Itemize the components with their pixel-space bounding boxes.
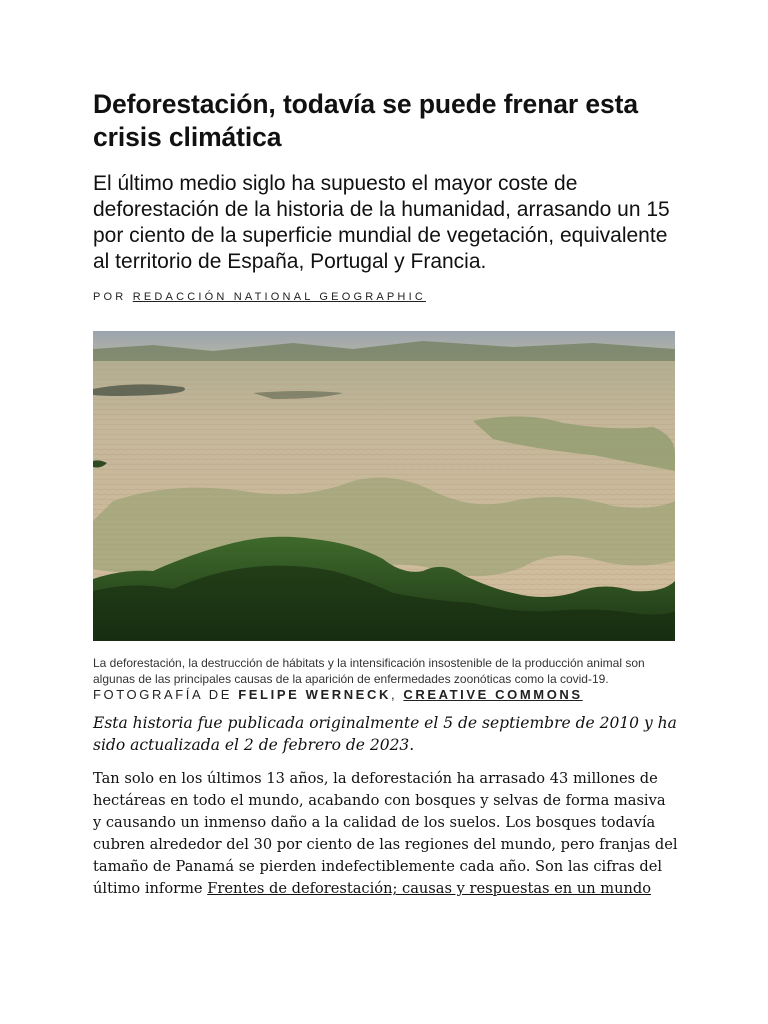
credit-separator: , <box>390 687 398 702</box>
article-headline: Deforestación, todavía se puede frenar esta crisis climática <box>93 89 639 152</box>
photo-credit <box>93 687 678 702</box>
deforestation-aerial-photo <box>93 331 675 641</box>
article <box>93 88 678 900</box>
photographer-name: FELIPE WERNECK <box>238 687 391 702</box>
paragraph-text: Tan solo en los últimos 13 años, la deforestación ha arrasado 43 millones de hectáreas en todo el mundo, acabando con bosques y selvas de forma masiva y causando un inmenso daño a la calidad de los suelos. Los bosques todavía cubren alrededor del 30 por ciento de las regiones del mundo, pero franjas del tamaño de Panamá se pierden indefectiblemente cada año. Son las cifras del último informe <box>93 770 678 897</box>
byline-prefix: POR <box>93 291 127 303</box>
photo-caption: La deforestación, la destrucción de hábitats y la intensificación insostenible de la producción animal son algunas de las principales causas de la aparición de enfermedades zoonóticas como la covid-19. <box>93 656 645 686</box>
publication-note: Esta historia fue publicada originalmente el 5 de septiembre de 2010 y ha sido actualizada el 2 de febrero de 2023. <box>93 714 677 754</box>
report-link[interactable]: Frentes de deforestación; causas y respuestas en un mundo <box>207 880 652 897</box>
article-standfirst: El último medio siglo ha supuesto el mayor coste de deforestación de la historia de la humanidad, arrasando un 15 por ciento de la superficie mundial de vegetación, equivalente al territorio de España, Portugal y Francia. <box>93 172 670 273</box>
author-link[interactable]: REDACCIÓN NATIONAL GEOGRAPHIC <box>132 291 426 303</box>
license-link[interactable]: CREATIVE COMMONS <box>403 687 583 702</box>
article-paragraph <box>93 768 678 900</box>
byline <box>93 291 678 303</box>
credit-prefix: FOTOGRAFÍA DE <box>93 687 233 702</box>
